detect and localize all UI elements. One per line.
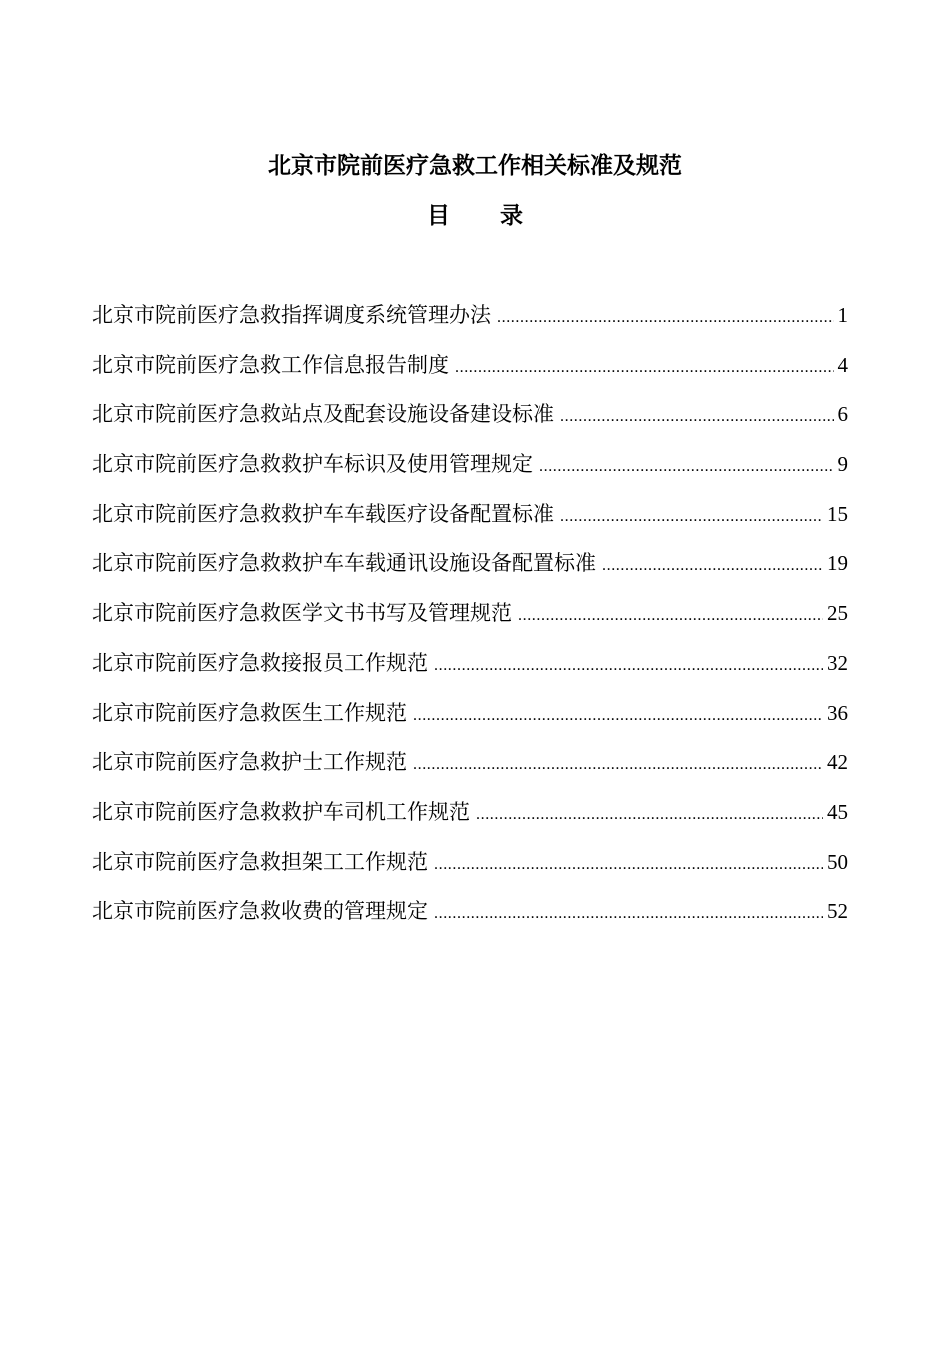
toc-entry-page: 50 bbox=[827, 849, 848, 874]
toc-entry-title[interactable]: 北京市院前医疗急救工作信息报告制度 bbox=[92, 352, 449, 377]
toc-leader-dots bbox=[413, 747, 823, 783]
toc-leader-dots bbox=[602, 548, 823, 584]
toc-entry-title[interactable]: 北京市院前医疗急救救护车车载通讯设施设备配置标准 bbox=[92, 551, 596, 576]
toc-entry[interactable] bbox=[92, 645, 848, 695]
toc-entry-page: 19 bbox=[827, 551, 848, 576]
toc-entry[interactable] bbox=[92, 347, 848, 397]
toc-entry-title[interactable]: 北京市院前医疗急救指挥调度系统管理办法 bbox=[92, 303, 491, 327]
toc-entry-page: 4 bbox=[837, 352, 848, 377]
toc-leader-dots bbox=[413, 698, 823, 734]
toc-entry-page: 25 bbox=[827, 601, 848, 626]
toc-leader-dots bbox=[455, 350, 834, 386]
toc-leader-dots bbox=[560, 499, 823, 535]
toc-leader-dots bbox=[434, 896, 823, 932]
toc-entry-title[interactable]: 北京市院前医疗急救担架工工作规范 bbox=[92, 849, 428, 874]
toc-leader-dots bbox=[560, 399, 834, 435]
toc-entry-title[interactable]: 北京市院前医疗急救站点及配套设施设备建设标准 bbox=[92, 402, 554, 427]
toc-entry-title[interactable]: 北京市院前医疗急救医生工作规范 bbox=[92, 700, 407, 725]
toc-entry-page: 1 bbox=[837, 303, 848, 327]
toc-entry[interactable] bbox=[92, 446, 848, 496]
toc-entry[interactable] bbox=[92, 744, 848, 794]
toc-entry[interactable] bbox=[92, 545, 848, 595]
toc-entry[interactable] bbox=[92, 794, 848, 844]
toc-leader-dots bbox=[434, 847, 823, 883]
toc-entry-title[interactable]: 北京市院前医疗急救护士工作规范 bbox=[92, 750, 407, 775]
toc-leader-dots bbox=[497, 300, 834, 336]
toc-heading: 目录 bbox=[427, 203, 573, 229]
toc-entry-title[interactable]: 北京市院前医疗急救救护车司机工作规范 bbox=[92, 799, 470, 824]
toc-leader-dots bbox=[476, 797, 823, 833]
toc-entry[interactable] bbox=[92, 496, 848, 546]
toc-entry-page: 52 bbox=[827, 899, 848, 924]
toc-entry-title[interactable]: 北京市院前医疗急救收费的管理规定 bbox=[92, 899, 428, 924]
toc-entry[interactable] bbox=[92, 844, 848, 894]
toc-entry[interactable] bbox=[92, 595, 848, 645]
toc-entry-title[interactable]: 北京市院前医疗急救救护车车载医疗设备配置标准 bbox=[92, 501, 554, 526]
toc-entry-page: 6 bbox=[837, 402, 848, 427]
toc-entry-page: 15 bbox=[827, 501, 848, 526]
toc-entry-page: 9 bbox=[837, 452, 848, 477]
toc-leader-dots bbox=[518, 598, 823, 634]
document-title: 北京市院前医疗急救工作相关标准及规范 bbox=[268, 153, 682, 179]
toc-leader-dots bbox=[539, 449, 834, 485]
toc-entry-page: 42 bbox=[827, 750, 848, 775]
toc-entry[interactable] bbox=[92, 297, 848, 347]
toc-entry-title[interactable]: 北京市院前医疗急救救护车标识及使用管理规定 bbox=[92, 452, 533, 477]
toc-entry[interactable] bbox=[92, 893, 848, 943]
toc-entry-title[interactable]: 北京市院前医疗急救医学文书书写及管理规范 bbox=[92, 601, 512, 626]
toc-entry[interactable] bbox=[92, 695, 848, 745]
toc-entry-page: 36 bbox=[827, 700, 848, 725]
table-of-contents bbox=[92, 297, 848, 943]
toc-entry-page: 45 bbox=[827, 799, 848, 824]
toc-entry-page: 32 bbox=[827, 650, 848, 675]
toc-entry[interactable] bbox=[92, 396, 848, 446]
toc-leader-dots bbox=[434, 648, 823, 684]
toc-entry-title[interactable]: 北京市院前医疗急救接报员工作规范 bbox=[92, 650, 428, 675]
